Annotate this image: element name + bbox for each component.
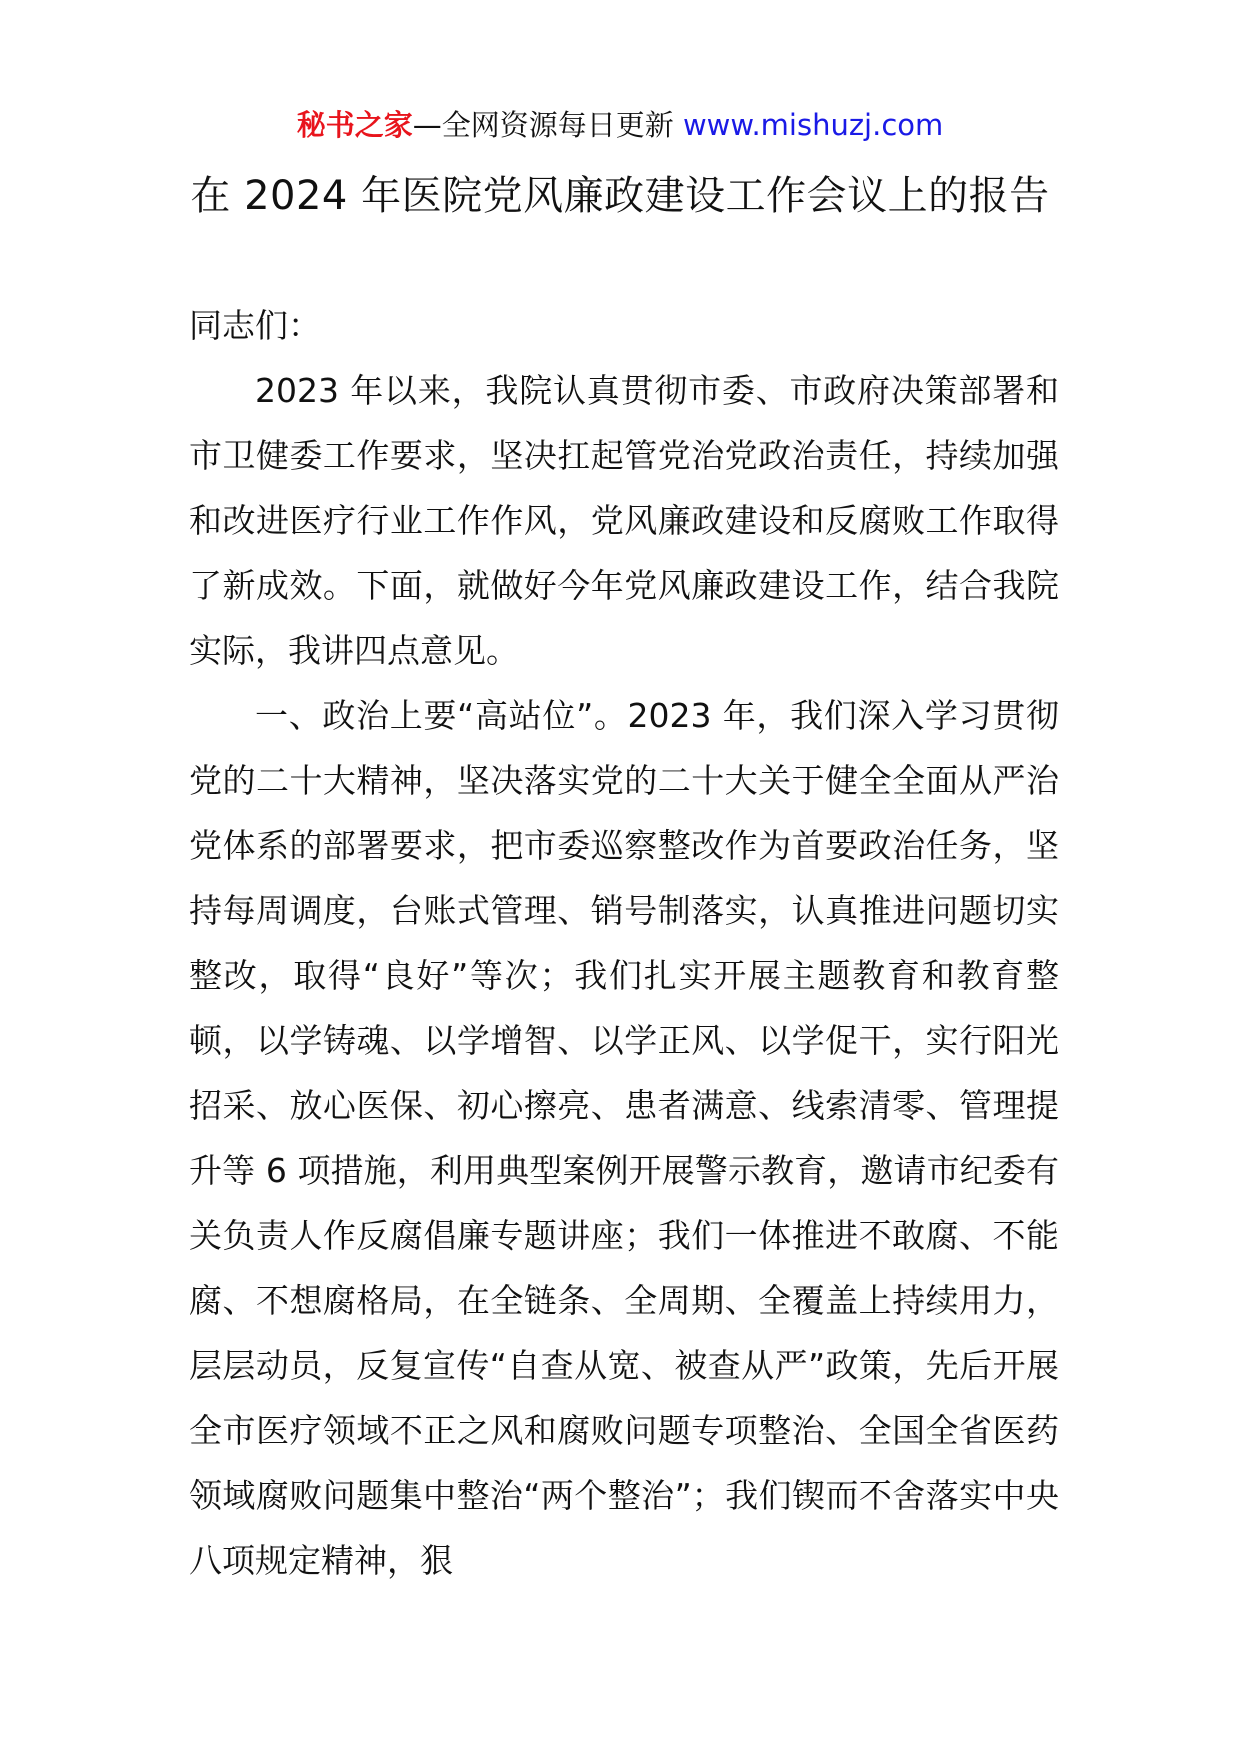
document-title: 在 2024 年医院党风廉政建设工作会议上的报告 bbox=[190, 173, 1050, 219]
paragraph-political-stance: 一、政治上要“高站位”。2023 年，我们深入学习贯彻党的二十大精神，坚决落实党的二十大关于健全全面从严治党体系的部署要求，把市委巡察整改作为首要政治任务，坚持每周调度，台账式管理、销号制落实，认真推进问题切实整改，取得“良好”等次；我们扎实开展主题教育和教育整顿，以学铸魂、以学增智、以学正风、以学促干，实行阳光招采、放心医保、初心擦亮、患者满意、线索清零、管理提升等 6 项措施，利用典型案例开展警示教育，邀请市纪委有关负责人作反腐倡廉专题讲座；我们一体推进不敢腐、不能腐、不想腐格局，在全链条、全周期、全覆盖上持续用力，层层动员，反复宣传“自查从宽、被查从严”政策，先后开展全市医疗领域不正之风和腐败问题专项整治、全国全省医药领域腐败问题集中整治“两个整治”；我们锲而不舍落实中央八项规定精神，狠 bbox=[189, 696, 1059, 1580]
header-banner bbox=[0, 100, 1240, 150]
paragraph-intro: 2023 年以来，我院认真贯彻市委、市政府决策部署和市卫健委工作要求，坚决扛起管党治党政治责任，持续加强和改进医疗行业工作作风，党风廉政建设和反腐败工作取得了新成效。下面，就做好今年党风廉政建设工作，结合我院实际，我讲四点意见。 bbox=[189, 371, 1059, 670]
site-url-link[interactable]: www.mishuzj.com bbox=[682, 108, 944, 142]
header-slogan: —全网资源每日更新 bbox=[412, 108, 683, 142]
document-body bbox=[189, 293, 1059, 1593]
salutation: 同志们： bbox=[189, 306, 321, 345]
brand-name: 秘书之家 bbox=[296, 108, 413, 142]
